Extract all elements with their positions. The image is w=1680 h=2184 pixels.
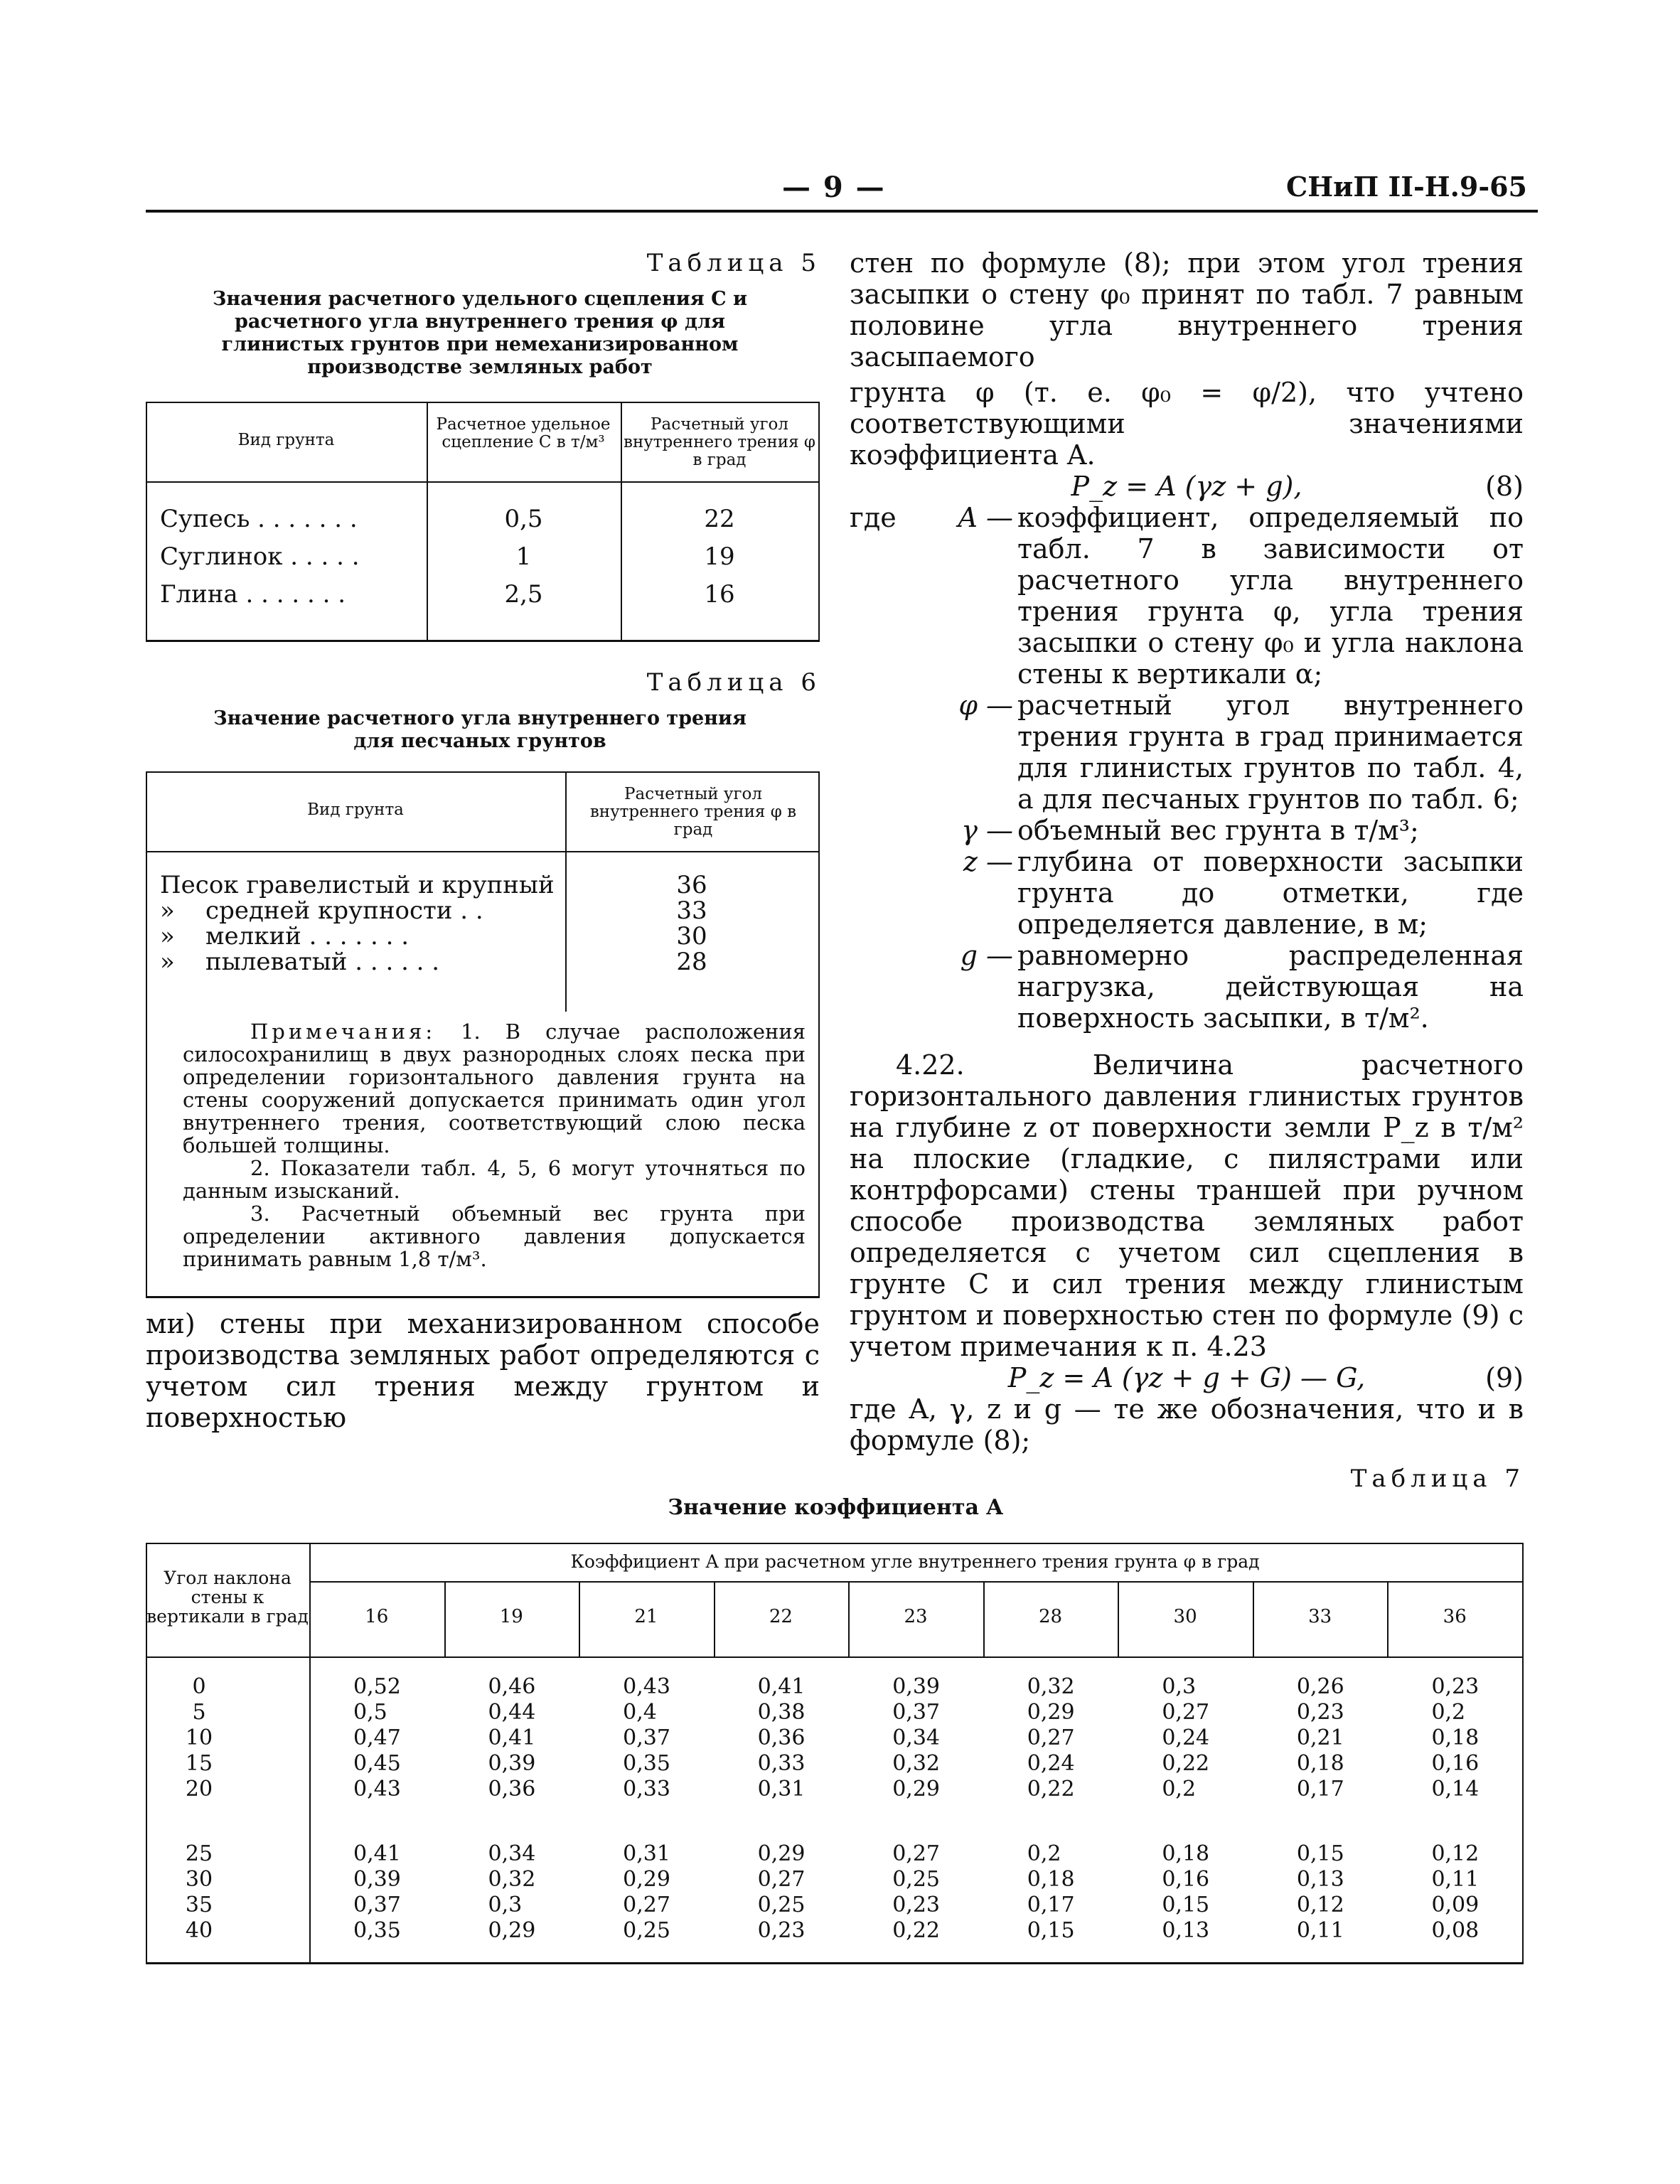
table7-angle-cell: 20 — [185, 1777, 213, 1802]
table6 — [146, 771, 820, 1299]
formula-8 — [850, 471, 1524, 502]
table7-value-cell: 0,17 — [1027, 1893, 1075, 1917]
table7-caption: Таблица 7 — [1350, 1465, 1525, 1493]
table7-phi-header: 22 — [769, 1606, 793, 1627]
right-para-1: стен по формуле (8); при этом угол трения засыпки о стену φ₀ принят по табл. 7 равным половине угла внутреннего трения засыпаемого — [850, 247, 1524, 373]
paragraph-4-22: 4.22. Величина расчетного горизонтального давления глинистых грунтов на глубине z от поверхности земли P_z в т/м² на плоские (гладкие, с пилястрами или контрфорсами) стены траншей при ручном способе производства земляных работ определяется с учетом сил сцепления в грунте C и сил трения между глинистым грунтом и поверхностью стен по формуле (9) с учетом примечания к п. 4.23 — [850, 1049, 1524, 1362]
table7-value-cell: 0,39 — [892, 1674, 941, 1699]
table7-value-cell: 0,41 — [757, 1674, 806, 1699]
table6-row-phi: 36 — [676, 871, 707, 899]
table7-value-cell: 0,45 — [353, 1751, 401, 1776]
table7-phi-header: 19 — [499, 1606, 523, 1627]
left-column-tail — [146, 1308, 820, 1433]
table7-value-cell: 0,23 — [1431, 1674, 1480, 1699]
table7-value-cell: 0,52 — [353, 1674, 401, 1699]
table7-angle-cell: 0 — [192, 1674, 206, 1699]
table7-angle-cell: 40 — [185, 1918, 213, 1943]
table7-phi-header: 21 — [634, 1606, 658, 1627]
table7-value-cell: 0,33 — [757, 1751, 806, 1776]
table7-phi-header: 33 — [1308, 1606, 1332, 1627]
table7-value-cell: 0,33 — [623, 1777, 670, 1802]
table7-value-cell: 0,39 — [488, 1751, 536, 1776]
table7-angle-cell: 15 — [185, 1751, 213, 1776]
table7-value-cell: 0,5 — [353, 1700, 387, 1725]
table7-value-cell: 0,37 — [623, 1725, 670, 1750]
table6-col-angle: Расчетный угол внутреннего трения φ в град — [589, 785, 797, 839]
table7-value-cell: 0,11 — [1431, 1867, 1480, 1892]
table7-value-cell: 0,27 — [1027, 1725, 1075, 1750]
table7-value-cell: 0,41 — [353, 1841, 401, 1866]
table7-value-cell: 0,23 — [892, 1893, 941, 1917]
note-3: 3. Расчетный объемный вес грунта при определении активного давления допускается принимать равным 1,8 т/м³. — [183, 1201, 806, 1271]
table6-caption: Таблица 6 — [646, 668, 821, 697]
table7-value-cell: 0,3 — [1162, 1674, 1197, 1699]
table7-value-cell: 0,23 — [1296, 1700, 1344, 1725]
table6-row-name: » средней крупности . . — [160, 896, 483, 925]
table7-value-cell: 0,12 — [1296, 1893, 1344, 1917]
table7-value-cell: 0,46 — [488, 1674, 536, 1699]
table7-value-cell: 0,25 — [623, 1918, 670, 1943]
table7-value-cell: 0,08 — [1431, 1918, 1480, 1943]
table7-angle-cell: 10 — [185, 1725, 213, 1750]
table5-row-c: 0,5 — [504, 505, 543, 533]
table7-angle-cell: 30 — [185, 1867, 213, 1892]
table7-value-cell: 0,37 — [892, 1700, 941, 1725]
table7-value-cell: 0,34 — [892, 1725, 941, 1750]
table7-value-cell: 0,43 — [623, 1674, 670, 1699]
table7-value-cell: 0,17 — [1296, 1777, 1344, 1802]
table7-value-cell: 0,21 — [1296, 1725, 1344, 1750]
legend-text: равномерно распределенная нагрузка, действующая на поверхность засыпки, в т/м². — [1017, 940, 1524, 1034]
table7-angle-cell: 35 — [185, 1893, 213, 1917]
table7-value-cell: 0,26 — [1296, 1674, 1344, 1699]
left-tail-paragraph: ми) стены при механизированном способе производства земляных работ определяются с учетом сил трения между грунтом и поверхностью — [146, 1308, 820, 1433]
table7-value-cell: 0,18 — [1431, 1725, 1480, 1750]
formula-9 — [850, 1362, 1524, 1393]
header-rule — [146, 210, 1538, 213]
table6-row-name: Песок гравелистый и крупный — [160, 871, 555, 899]
note-2: 2. Показатели табл. 4, 5, 6 могут уточняться по данным изысканий. — [183, 1156, 806, 1203]
table5-row-name: Суглинок . . . . . — [160, 542, 360, 571]
formula-9-text: P_z = A (γz + g + G) — G, — [1007, 1362, 1366, 1393]
table7-value-cell: 0,29 — [1027, 1700, 1075, 1725]
right-column — [850, 247, 1524, 1456]
table7-value-cell: 0,13 — [1162, 1918, 1210, 1943]
table6-row-phi: 33 — [676, 896, 707, 925]
table6-col-soil: Вид грунта — [307, 801, 404, 819]
table7-value-cell: 0,23 — [757, 1918, 806, 1943]
table7-phi-header: 16 — [365, 1606, 389, 1627]
table7-value-cell: 0,35 — [623, 1751, 670, 1776]
table7-phi-header: 28 — [1038, 1606, 1063, 1627]
table7-value-cell: 0,22 — [1027, 1777, 1075, 1802]
table7-value-cell: 0,31 — [623, 1841, 670, 1866]
table7-value-cell: 0,22 — [892, 1918, 941, 1943]
table7-value-cell: 0,12 — [1431, 1841, 1480, 1866]
table5-row-c: 2,5 — [504, 580, 543, 609]
formula-8-text: P_z = A (γz + g), — [1071, 471, 1302, 502]
table7-value-cell: 0,37 — [353, 1893, 401, 1917]
table7-value-cell: 0,14 — [1431, 1777, 1480, 1802]
table7-value-cell: 0,11 — [1296, 1918, 1344, 1943]
table7-value-cell: 0,13 — [1296, 1867, 1344, 1892]
formula-9-where: где A, γ, z и g — те же обозначения, что и в формуле (8); — [850, 1393, 1524, 1456]
table7-phi-header: 30 — [1173, 1606, 1197, 1627]
table7-phi-header: 23 — [904, 1606, 928, 1627]
table5-col-cohesion: Расчетное удельное сцепление C в т/м³ — [436, 415, 611, 451]
table7-phi-header: 36 — [1443, 1606, 1467, 1627]
table5-col-angle: Расчетный угол внутреннего трения φ в град — [624, 415, 815, 469]
table6-row-name: » мелкий . . . . . . . — [160, 922, 410, 951]
table7-group-header: Коэффициент A при расчетном угле внутреннего трения грунта φ в град — [570, 1551, 1260, 1572]
legend-symbol: g — — [960, 940, 1013, 971]
where-label: где — [850, 502, 897, 533]
table7-value-cell: 0,27 — [757, 1867, 806, 1892]
notes-label: Примечания: — [250, 1019, 437, 1044]
table7-value-cell: 0,2 — [1431, 1700, 1466, 1725]
table5 — [146, 402, 820, 643]
table7-value-cell: 0,16 — [1431, 1751, 1480, 1776]
equation-number-8: (8) — [1485, 471, 1524, 502]
table5-row-phi: 19 — [704, 542, 735, 571]
table7-value-cell: 0,16 — [1162, 1867, 1210, 1892]
legend-text: глубина от поверхности засыпки грунта до отметки, где определяется давление, в м; — [1017, 846, 1524, 940]
table7-title: Значение коэффициента A — [668, 1495, 1003, 1520]
table7-value-cell: 0,27 — [1162, 1700, 1210, 1725]
table7-value-cell: 0,35 — [353, 1918, 401, 1943]
document-code: СНиП II-Н.9-65 — [1286, 171, 1527, 203]
table7-value-cell: 0,31 — [757, 1777, 806, 1802]
table7-value-cell: 0,36 — [757, 1725, 806, 1750]
table7-value-cell: 0,27 — [623, 1893, 670, 1917]
table7-value-cell: 0,29 — [892, 1777, 941, 1802]
table7-value-cell: 0,25 — [892, 1867, 941, 1892]
table7-value-cell: 0,36 — [488, 1777, 536, 1802]
table5-row-phi: 22 — [704, 505, 735, 533]
table7-value-cell: 0,39 — [353, 1867, 401, 1892]
table7-value-cell: 0,15 — [1296, 1841, 1344, 1866]
table6-row-phi: 28 — [676, 948, 707, 976]
table7-value-cell: 0,29 — [488, 1918, 536, 1943]
table7-value-cell: 0,38 — [757, 1700, 806, 1725]
table5-col-soil: Вид грунта — [237, 431, 335, 449]
table7-value-cell: 0,3 — [488, 1893, 523, 1917]
table7-value-cell: 0,34 — [488, 1841, 536, 1866]
table7-value-cell: 0,41 — [488, 1725, 536, 1750]
table7-angle-cell: 5 — [192, 1700, 206, 1725]
table7-value-cell: 0,25 — [757, 1893, 806, 1917]
table7-row-header: Угол наклона стены к вертикали в град — [146, 1568, 309, 1627]
table7-value-cell: 0,29 — [757, 1841, 806, 1866]
table7 — [146, 1543, 1524, 1966]
table7-value-cell: 0,27 — [892, 1841, 941, 1866]
legend-text: объемный вес грунта в т/м³; — [1017, 815, 1419, 846]
table7-angle-cell: 25 — [185, 1841, 213, 1866]
table7-value-cell: 0,32 — [1027, 1674, 1075, 1699]
legend-symbol: A — — [958, 502, 1013, 533]
table7-value-cell: 0,09 — [1431, 1893, 1480, 1917]
right-para-1b: грунта φ (т. е. φ₀ = φ/2), что учтено соответствующими значениями коэффициента A. — [850, 377, 1524, 471]
table6-title: Значение расчетного угла внутреннего трения для песчаных грунтов — [213, 707, 747, 752]
table7-value-cell: 0,18 — [1162, 1841, 1210, 1866]
equation-number-9: (9) — [1485, 1362, 1524, 1393]
page-number: — 9 — — [782, 171, 886, 204]
table5-row-name: Глина . . . . . . . — [160, 580, 346, 609]
legend-text: коэффициент, определяемый по табл. 7 в зависимости от расчетного угла внутреннего трения грунта φ, угла трения засыпки о стену φ₀ и угла наклона стены к вертикали α; — [1017, 502, 1524, 690]
table6-row-phi: 30 — [676, 922, 707, 951]
table7-value-cell: 0,15 — [1027, 1918, 1075, 1943]
table5-row-name: Супесь . . . . . . . — [160, 505, 358, 533]
table7-value-cell: 0,22 — [1162, 1751, 1210, 1776]
table7-value-cell: 0,29 — [623, 1867, 670, 1892]
table7-value-cell: 0,24 — [1162, 1725, 1210, 1750]
table7-value-cell: 0,43 — [353, 1777, 401, 1802]
table7-value-cell: 0,18 — [1296, 1751, 1344, 1776]
table6-notes — [183, 1020, 806, 1270]
table5-row-c: 1 — [515, 542, 532, 571]
table5-title: Значения расчетного удельного сцепления C и расчетного угла внутреннего трения φ для глинистых грунтов при немеханизированном производстве земляных работ — [212, 288, 748, 378]
table7-value-cell: 0,47 — [353, 1725, 401, 1750]
table7-value-cell: 0,2 — [1162, 1777, 1197, 1802]
legend-symbol: z — — [963, 846, 1013, 877]
table7-value-cell: 0,18 — [1027, 1867, 1075, 1892]
legend-text: расчетный угол внутреннего трения грунта в град принимается для глинистых грунтов по табл. 4, а для песчаных грунтов по табл. 6; — [1017, 690, 1524, 815]
table7-value-cell: 0,4 — [623, 1700, 657, 1725]
legend-symbol: γ — — [961, 815, 1013, 846]
note-1: 1. В случае расположения силосохранилищ в двух разнородных слоях песка при определении горизонтального давления грунта на стены сооружений допускается принимать один угол внутреннего трения, соответствующий слою песка большей толщины. — [183, 1019, 806, 1157]
table6-row-name: » пылеватый . . . . . . — [160, 948, 440, 976]
table7-value-cell: 0,2 — [1027, 1841, 1061, 1866]
legend-symbol: φ — — [958, 690, 1013, 721]
table5-caption: Таблица 5 — [646, 249, 821, 277]
table7-value-cell: 0,15 — [1162, 1893, 1210, 1917]
table5-row-phi: 16 — [704, 580, 735, 609]
table7-value-cell: 0,32 — [488, 1867, 536, 1892]
table7-value-cell: 0,24 — [1027, 1751, 1075, 1776]
table7-value-cell: 0,32 — [892, 1751, 941, 1776]
table7-value-cell: 0,44 — [488, 1700, 536, 1725]
